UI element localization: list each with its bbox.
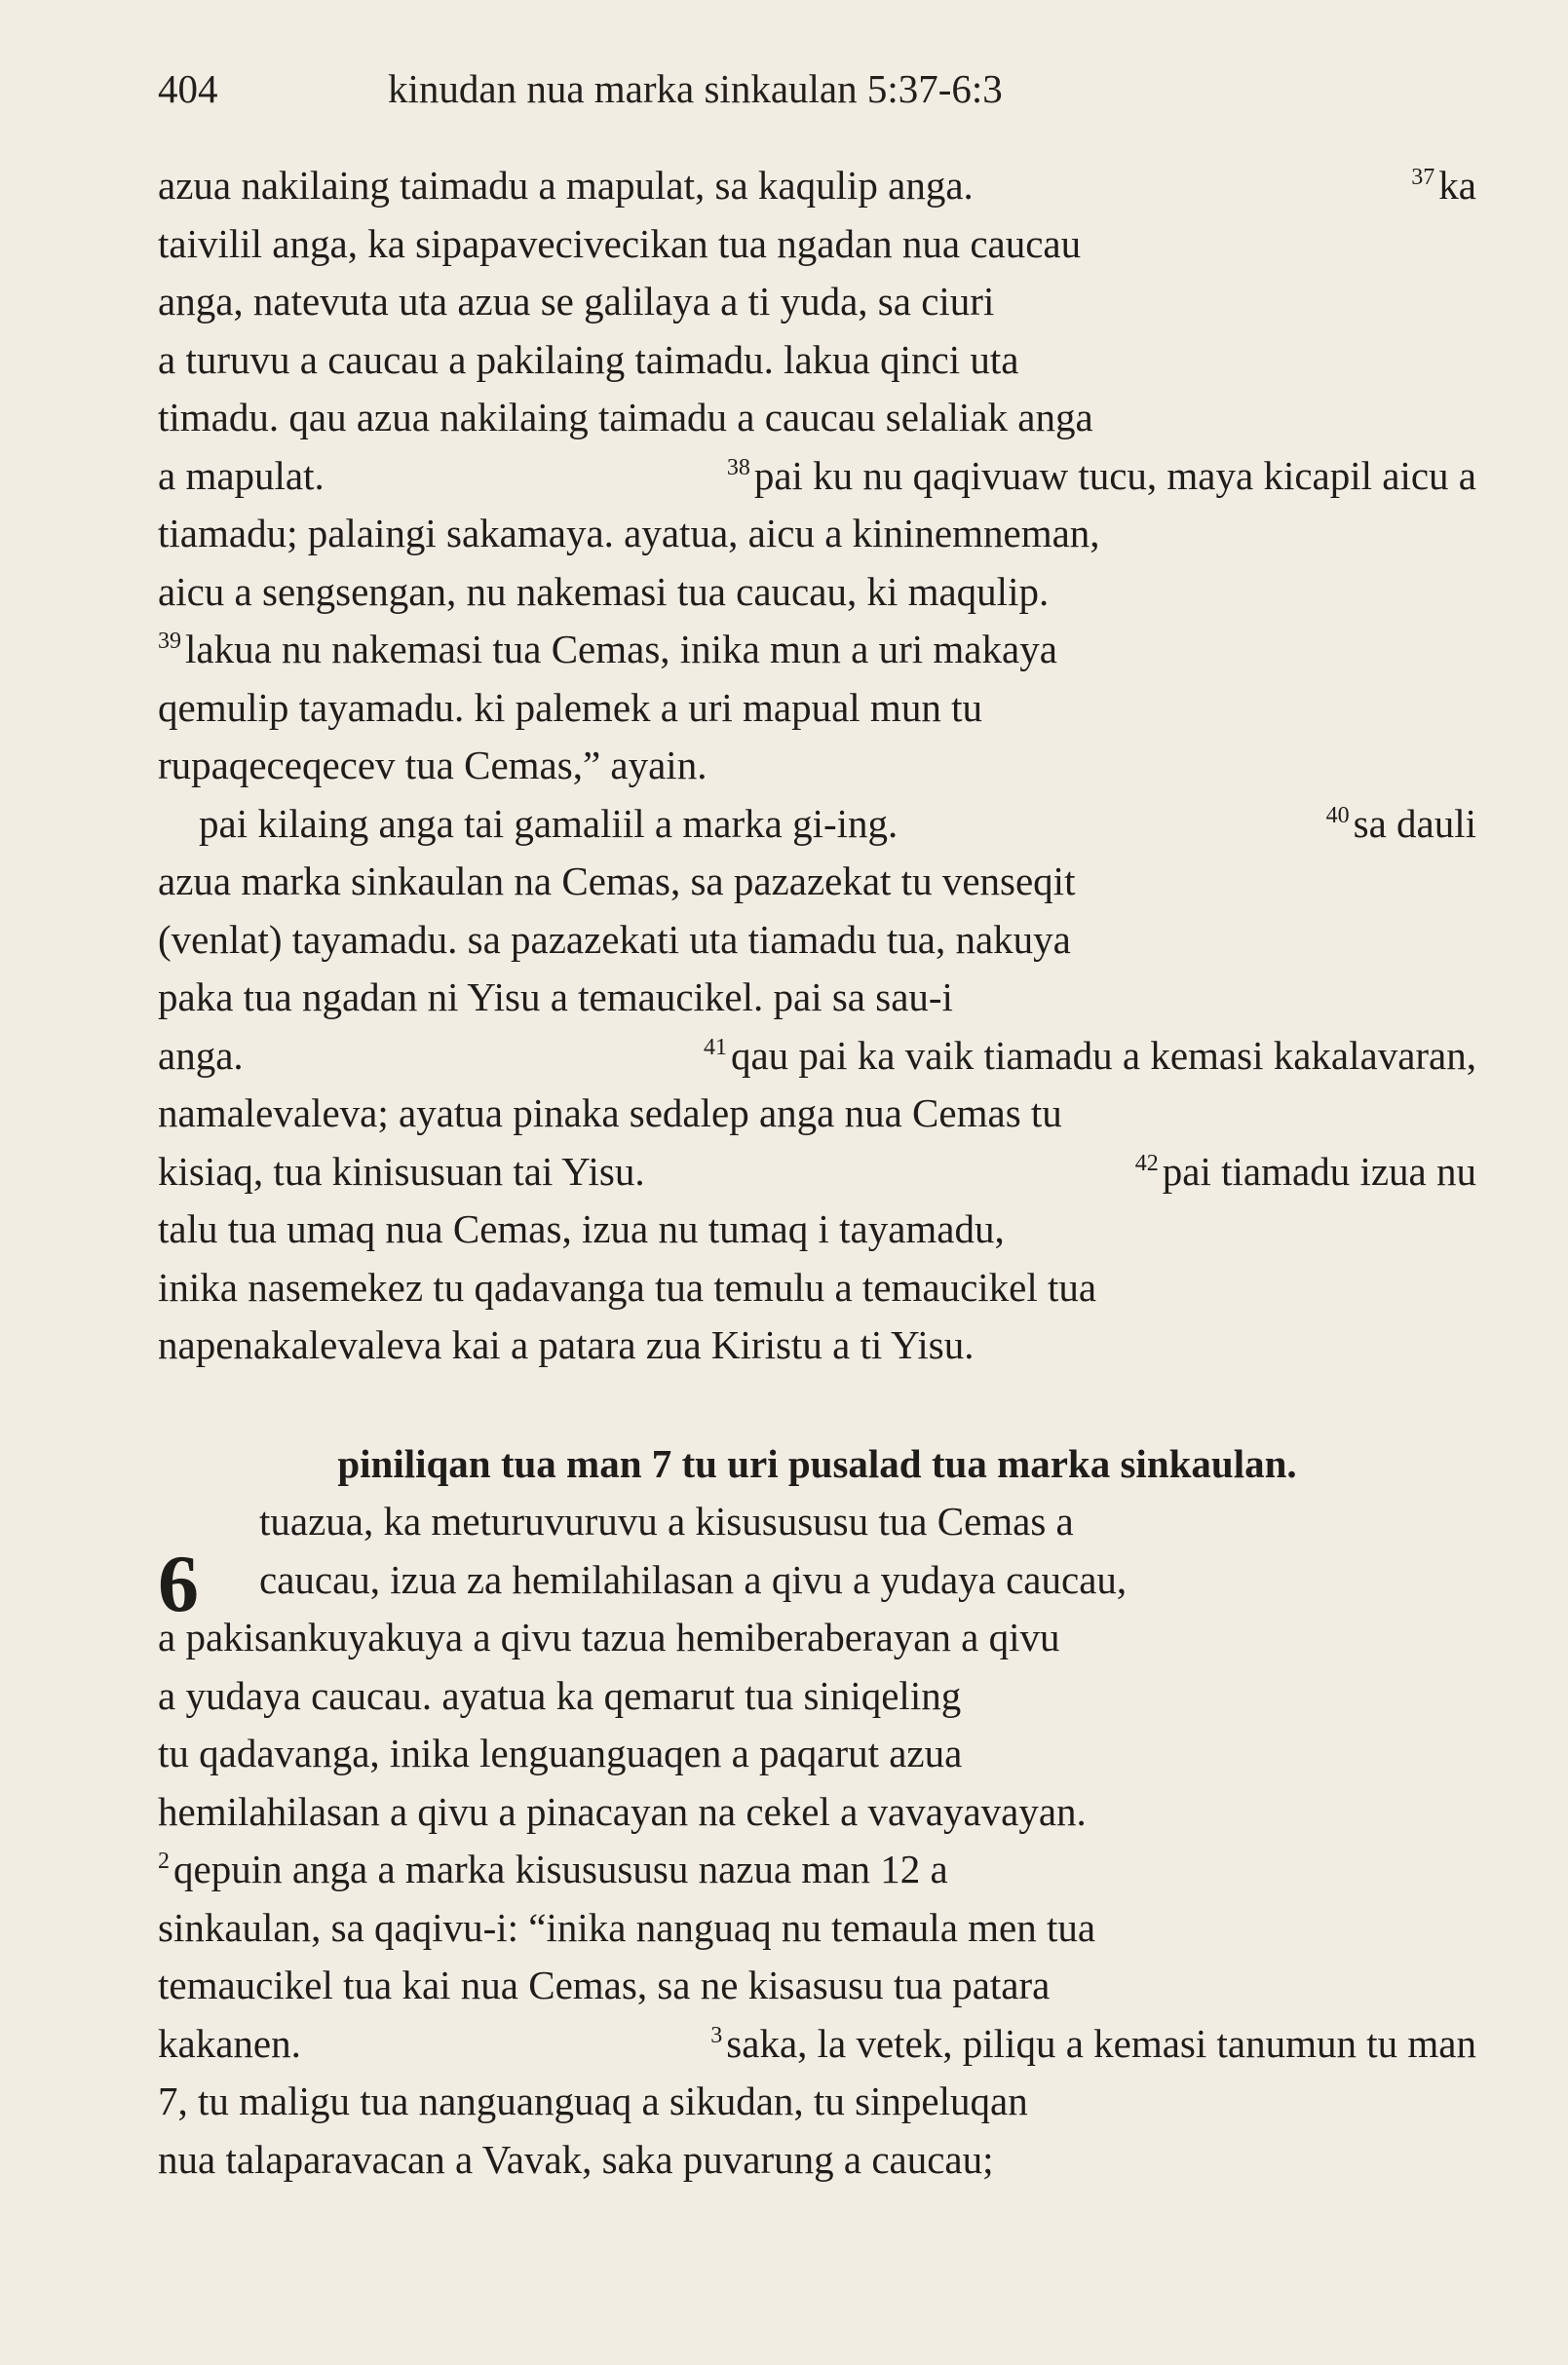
verse-text: saka, la vetek, piliqu a kemasi tanumun tu man xyxy=(726,2020,1476,2066)
text-line xyxy=(158,2131,1476,2190)
text-line xyxy=(158,1201,1476,1259)
text-line xyxy=(158,1085,1476,1143)
text-line xyxy=(158,1957,1476,2015)
line-text: a pakisankuyakuya a qivu tazua hemiberaberayan a qivu xyxy=(158,1615,1060,1659)
text-line xyxy=(158,911,1476,970)
line-text: pai kilaing anga tai gamaliil a marka gi-ing. xyxy=(199,800,899,846)
line-text: a turuvu a caucau a pakilaing taimadu. lakua qinci uta xyxy=(158,336,1019,382)
text-line xyxy=(158,1899,1476,1958)
text-line xyxy=(158,1143,1476,1202)
verse-number: 40 xyxy=(1325,802,1350,828)
line-text: 7, tu maligu tua nanguanguaq a sikudan, tu sinpeluqan xyxy=(158,2079,1028,2123)
line-text: anga, natevuta uta azua se galilaya a ti yuda, sa ciuri xyxy=(158,279,995,324)
text-line xyxy=(158,1841,1476,1899)
text-line xyxy=(158,1316,1476,1375)
line-text: tiamadu; palaingi sakamaya. ayatua, aicu a kininemneman, xyxy=(158,511,1100,555)
line-text: anga. xyxy=(158,1032,244,1078)
chapter-block xyxy=(158,1493,1476,2189)
text-line xyxy=(158,563,1476,622)
line-text: temaucikel tua kai nua Cemas, sa ne kisasusu tua patara xyxy=(158,1963,1051,2007)
chapter-number: 6 xyxy=(158,1539,199,1629)
line-text: paka tua ngadan ni Yisu a temaucikel. pai sa sau-i xyxy=(158,974,953,1019)
text-line xyxy=(158,1609,1476,1667)
text-line xyxy=(158,447,1476,506)
text-line xyxy=(158,331,1476,390)
section-heading: piniliqan tua man 7 tu uri pusalad tua marka sinkaulan. xyxy=(337,1440,1297,1486)
text-line xyxy=(158,1783,1476,1842)
text-line xyxy=(158,1667,1476,1726)
line-text: hemilahilasan a qivu a pinacayan na cekel a vavayavayan. xyxy=(158,1788,1087,1834)
verse-number: 2 xyxy=(158,1849,170,1874)
text-line xyxy=(158,273,1476,331)
line-text: a yudaya caucau. ayatua ka qemarut tua siniqeling xyxy=(158,1672,962,1718)
line-text: talu tua umaq nua Cemas, izua nu tumaq i tayamadu, xyxy=(158,1206,1005,1251)
text-line xyxy=(158,1725,1476,1783)
verse-number: 42 xyxy=(1134,1150,1159,1176)
running-title: kinudan nua marka sinkaulan 5:37-6:3 xyxy=(388,66,1003,111)
line-text: kisiaq, tua kinisusuan tai Yisu. xyxy=(158,1148,645,1194)
line-text: taivilil anga, ka sipapavecivecikan tua ngadan nua caucau xyxy=(158,220,1082,266)
line-text: lakua nu nakemasi tua Cemas, inika mun a uri makaya xyxy=(185,627,1057,671)
text-line xyxy=(158,505,1476,563)
line-text: tu qadavanga, inika lenguanguaqen a paqarut azua xyxy=(158,1731,963,1775)
text-line xyxy=(158,1027,1476,1086)
line-text: napenakalevaleva kai a patara zua Kiristu a ti Yisu. xyxy=(158,1322,975,1367)
page-number: 404 xyxy=(158,66,218,111)
line-text: namalevaleva; ayatua pinaka sedalep anga nua Cemas tu xyxy=(158,1090,1062,1135)
line-text: sinkaulan, sa qaqivu-i: “inika nanguaq nu temaula men tua xyxy=(158,1904,1096,1950)
text-line xyxy=(158,389,1476,447)
verse-text: ka xyxy=(1438,163,1476,208)
line-text: qemulip tayamadu. ki palemek a uri mapual mun tu xyxy=(158,684,982,730)
section-spacing xyxy=(158,1375,1476,1435)
line-text: timadu. qau azua nakilaing taimadu a caucau selaliak anga xyxy=(158,395,1093,439)
line-text: aicu a sengsengan, nu nakemasi tua caucau, ki maqulip. xyxy=(158,568,1050,614)
text-line xyxy=(158,157,1476,215)
page-content xyxy=(158,157,1476,2189)
line-text: (venlat) tayamadu. sa pazazekati uta tiamadu tua, nakuya xyxy=(158,916,1071,962)
line-text: inika nasemekez tu qadavanga tua temulu a temaucikel tua xyxy=(158,1264,1097,1310)
verse-text: sa dauli xyxy=(1353,800,1476,846)
line-text: qepuin anga a marka kisusususu nazua man 12 a xyxy=(173,1847,948,1891)
text-line xyxy=(158,969,1476,1027)
line-text: tuazua, ka meturuvuruvu a kisusususu tua Cemas a xyxy=(259,1499,1074,1544)
verse-number: 41 xyxy=(703,1034,727,1060)
line-text: a mapulat. xyxy=(158,452,325,498)
line-text: azua nakilaing taimadu a mapulat, sa kaqulip anga. xyxy=(158,163,974,208)
verse-text: pai tiamadu izua nu xyxy=(1162,1148,1476,1194)
verse-text: qau pai ka vaik tiamadu a kemasi kakalavaran, xyxy=(730,1032,1476,1078)
line-text: rupaqeceqecev tua Cemas,” ayain. xyxy=(158,743,708,787)
text-line xyxy=(158,679,1476,738)
line-text: caucau, izua za hemilahilasan a qivu a yudaya caucau, xyxy=(259,1556,1128,1602)
verse-number: 3 xyxy=(710,2022,723,2048)
text-line xyxy=(158,215,1476,274)
running-header xyxy=(158,62,1003,115)
line-text: nua talaparavacan a Vavak, saka puvarung a caucau; xyxy=(158,2136,994,2182)
verse-number: 39 xyxy=(158,629,181,654)
text-line xyxy=(158,853,1476,911)
line-text: azua marka sinkaulan na Cemas, sa pazazekat tu venseqit xyxy=(158,858,1076,903)
text-line xyxy=(158,2073,1476,2131)
verse-number: 38 xyxy=(726,454,750,480)
text-line xyxy=(158,1259,1476,1317)
text-line xyxy=(158,737,1476,795)
line-text: kakanen. xyxy=(158,2020,301,2066)
text-line xyxy=(158,795,1476,854)
text-line xyxy=(158,1551,1476,1610)
text-line xyxy=(158,2015,1476,2074)
text-line xyxy=(158,1493,1476,1551)
verse-number: 37 xyxy=(1411,165,1435,190)
text-line xyxy=(158,621,1476,679)
verse-text: pai ku nu qaqivuaw tucu, maya kicapil aicu a xyxy=(753,452,1476,498)
